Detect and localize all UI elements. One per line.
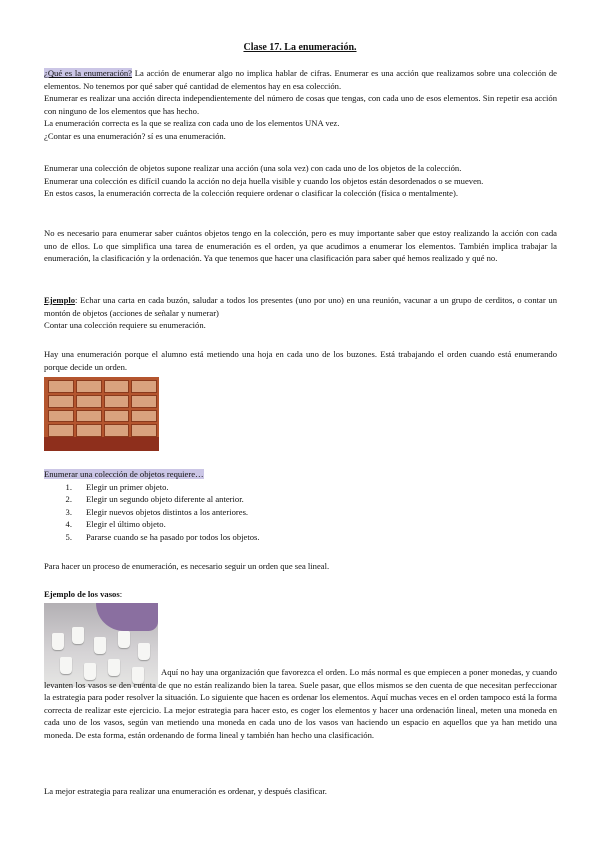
intro-line-2: Enumerar es realizar una acción directa independientemente del número de cosas que tengas, con cada uno de esos elementos. Sin repetir esa acción con ninguno de los elementos que has hecho. xyxy=(44,93,557,116)
example-section xyxy=(44,294,557,332)
vasos-paragraph xyxy=(44,666,557,742)
collection-section xyxy=(44,162,557,200)
list-item xyxy=(44,481,557,494)
requirements-heading: Enumerar una colección de objetos requiere… xyxy=(44,469,204,479)
example-line-2: Contar una colección requiere su enumeración. xyxy=(44,320,206,331)
vasos-text: Aquí no hay una organización que favorezca el orden. Lo más normal es que empiecen a poner monedas, y cuando levanten los vasos se den cuenta de que no están realizando bien la tarea. Suele pasar, que ellos mismos se den cuenta de que necesitan perfeccionar la estrategia para poder resolver la situación. Lo siguiente que hacen es ordenar los elementos. Aquí muchas veces en el orden tampoco está la forma correcta de realizar este ejercicio. La mejor estrategia para hacer esto, es coger los elementos y hacer una ordenación lineal, meten una moneda en cada uno de los vasos, según van metiendo una moneda en cada uno de los vasos van haciendo un espacio en aquellos que ya han metido una moneda. De esta forma, están ordenando de forma lineal y también han hecho una clasificación. xyxy=(44,667,557,740)
linear-order-text: Para hacer un proceso de enumeración, es necesario seguir un orden que sea lineal. xyxy=(44,561,330,571)
list-item-number: 3. xyxy=(65,506,72,517)
order-text: No es necesario para enumerar saber cuántos objetos tengo en la colección, pero es muy importante saber que estoy realizando la acción con cada uno de ellos. Lo que simplifica una tarea de enumeración es el orden, ya que acudimos a enumerar los elementos. También implica trabajar la enumeración, la clasificación y la ordenación. Ya que tenemos que hacer una clasificación para saber qué hemos realizado y qué no. xyxy=(44,228,557,264)
list-item-text: Elegir un primer objeto. xyxy=(86,481,169,492)
list-item xyxy=(44,518,557,531)
requirements-list xyxy=(44,481,557,544)
conclusion-text: La mejor estrategia para realizar una enumeración es ordenar, y después clasificar. xyxy=(44,786,327,796)
list-item xyxy=(44,493,557,506)
list-item-number: 5. xyxy=(65,531,72,542)
list-item-text: Elegir un segundo objeto diferente al anterior. xyxy=(86,494,244,505)
list-item-text: Pararse cuando se ha pasado por todos los objetos. xyxy=(86,531,260,542)
mailboxes-photo xyxy=(44,377,159,451)
order-paragraph xyxy=(44,227,557,265)
list-item xyxy=(44,531,557,544)
list-item-number: 4. xyxy=(65,519,72,530)
page-title: Clase 17. La enumeración. xyxy=(243,42,357,53)
example-text: : Echar una carta en cada buzón, saludar a todos los presentes (uno por uno) en una reunión, vacunar a un grupo de cerditos, o contar un montón de objetos (acciones de señalar y numerar) xyxy=(44,295,557,318)
mailbox-text: Hay una enumeración porque el alumno está metiendo una hoja en cada uno de los buzones. Está trabajando el orden cuando está enumerando porque decide un orden. xyxy=(44,349,557,372)
example-label: Ejemplo xyxy=(44,295,76,305)
example-paragraph xyxy=(44,294,557,319)
intro-paragraph xyxy=(44,67,557,92)
linear-order-paragraph xyxy=(44,560,557,573)
intro-section xyxy=(44,67,557,143)
list-item-text: Elegir el último objeto. xyxy=(86,519,166,530)
intro-question: ¿Qué es la enumeración? xyxy=(44,68,132,78)
vasos-heading-line xyxy=(44,588,557,601)
intro-text: La acción de enumerar algo no implica hablar de cifras. Enumerar es una acción que realizamos sobre una colección de elementos. No tenemos por qué saber qué cantidad de elementos hay en esa colección. xyxy=(44,68,557,91)
collection-line-3: En estos casos, la enumeración correcta de la colección requiere ordenar o clasificar la colección (física o mentalmente). xyxy=(44,188,458,199)
list-item-number: 1. xyxy=(65,481,72,492)
list-item xyxy=(44,506,557,519)
collection-line-2: Enumerar una colección es difícil cuando la acción no deja huella visible y cuando los objetos están desordenados o se mueven. xyxy=(44,175,484,186)
collection-line-1: Enumerar una colección de objetos supone realizar una acción (una sola vez) con cada uno de los objetos de la colección. xyxy=(44,163,462,173)
requirements-section xyxy=(44,468,557,544)
conclusion-paragraph xyxy=(44,785,557,798)
vasos-heading: Ejemplo de los vasos xyxy=(44,589,120,599)
intro-line-4: ¿Contar es una enumeración? sí es una enumeración. xyxy=(44,130,226,141)
intro-line-3: La enumeración correcta es la que se realiza con cada uno de los elementos UNA vez. xyxy=(44,118,340,129)
mailbox-paragraph xyxy=(44,348,557,373)
vasos-colon: : xyxy=(119,589,123,599)
list-item-number: 2. xyxy=(65,494,72,505)
list-item-text: Elegir nuevos objetos distintos a los anteriores. xyxy=(86,506,249,517)
